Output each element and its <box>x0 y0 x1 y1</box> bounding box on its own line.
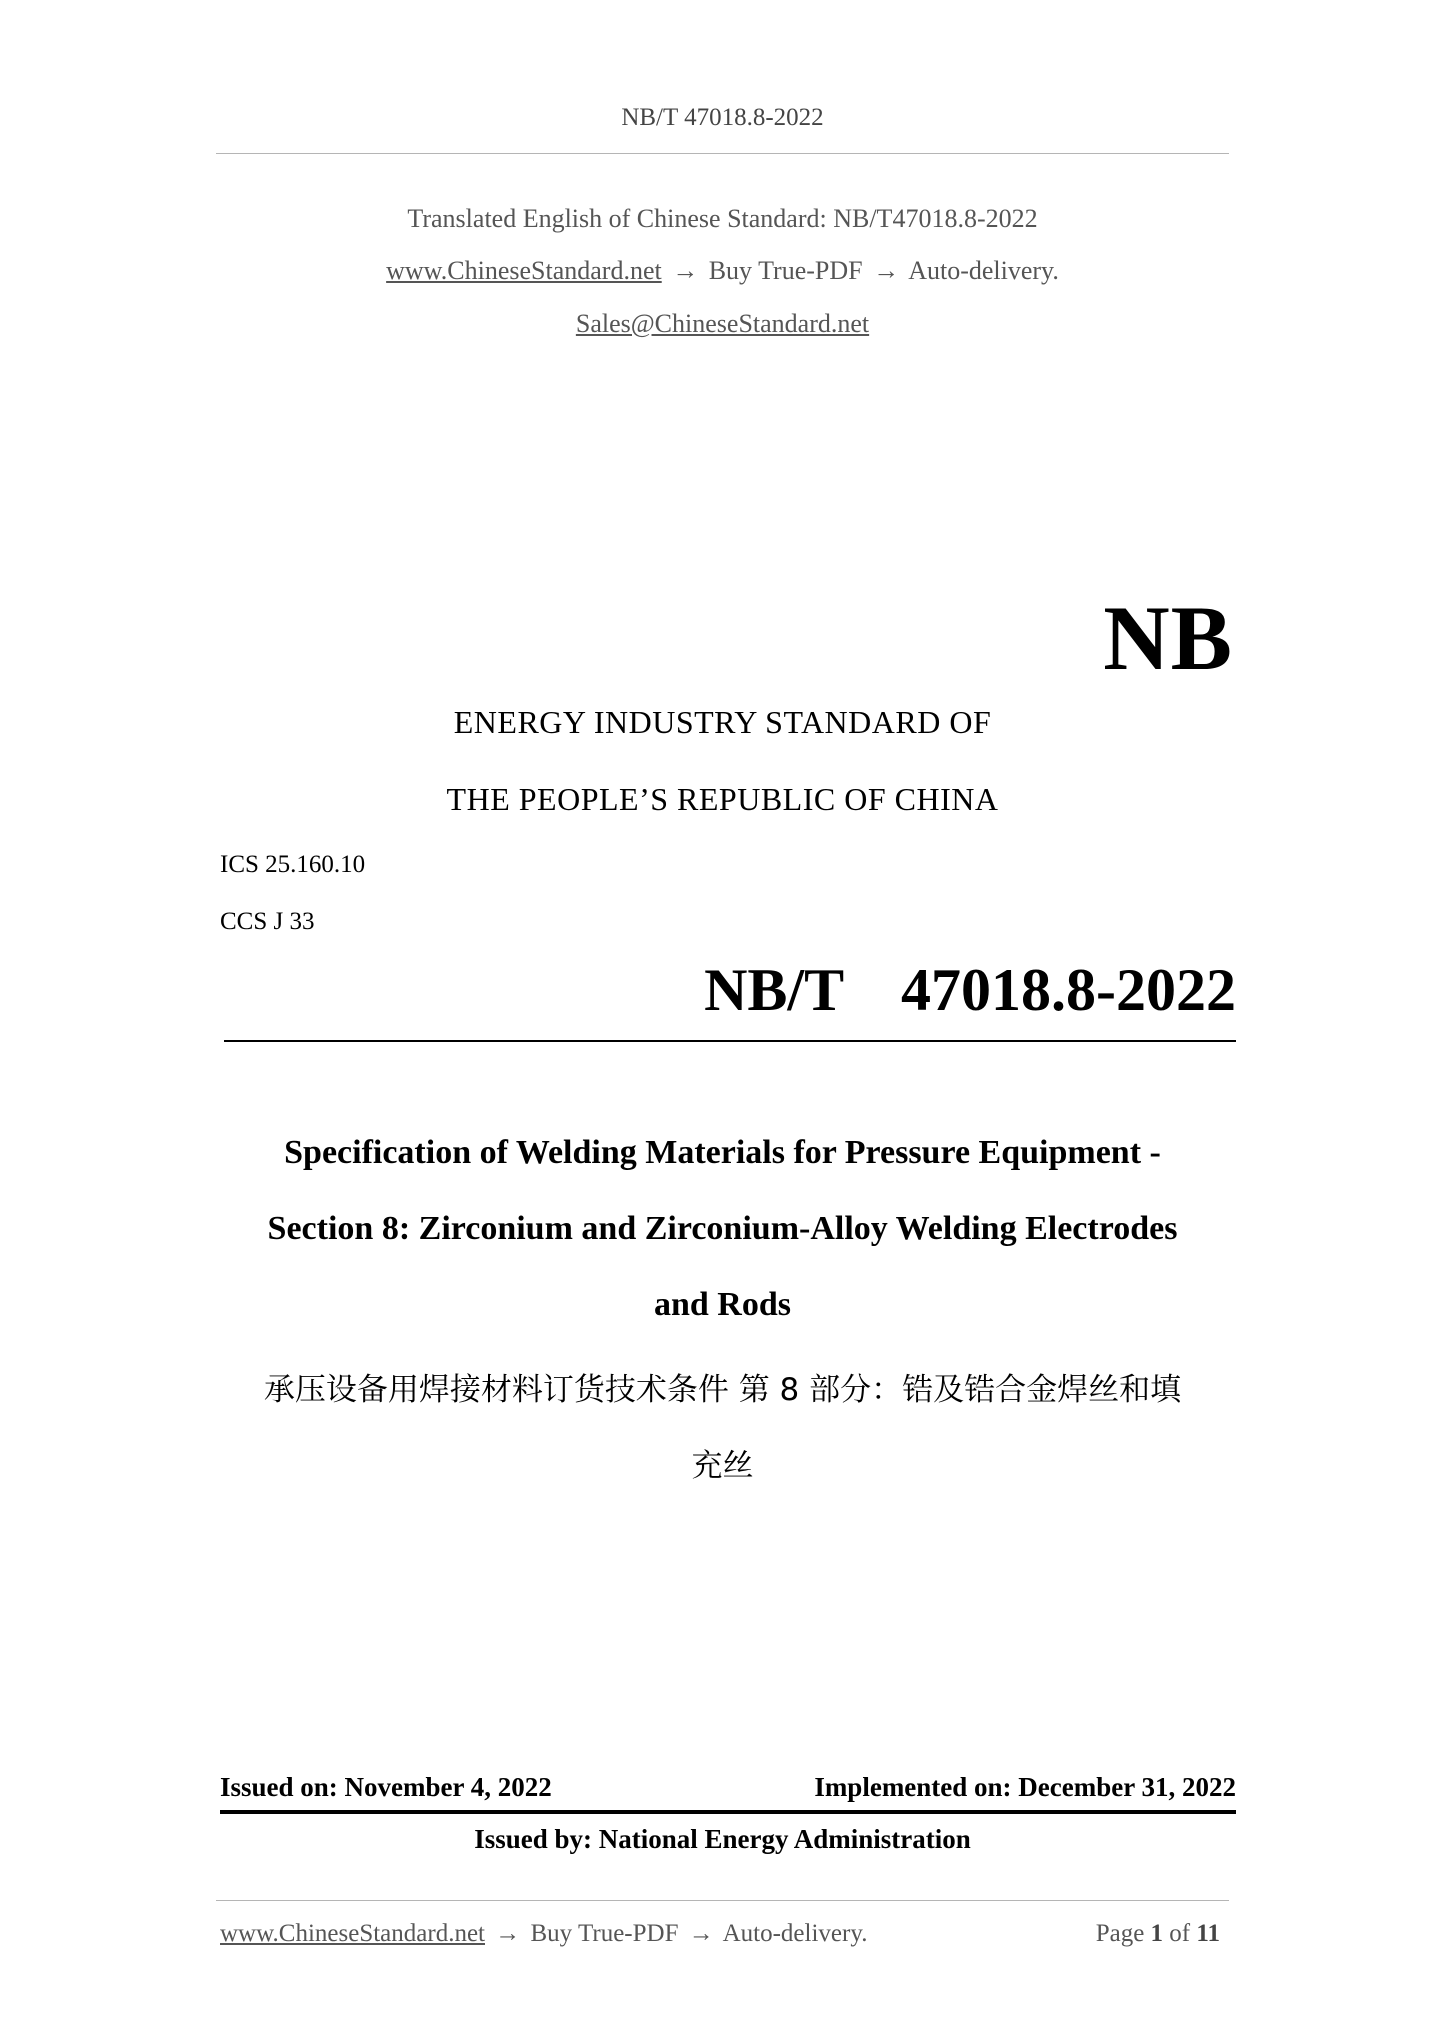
page-of: of <box>1169 1920 1191 1947</box>
delivery-text: Auto-delivery. <box>908 256 1059 285</box>
translated-line: Translated English of Chinese Standard: NB/T47018.8-2022 <box>407 204 1038 233</box>
title-zh-line-1: 承压设备用焊接材料订货技术条件 第 8 部分：锆及锆合金焊丝和填 <box>263 1372 1182 1408</box>
standard-number: NB/T 47018.8-2022 <box>704 957 1236 1023</box>
buy-text: Buy True-PDF <box>708 256 863 285</box>
ccs-code: CCS J 33 <box>220 908 315 935</box>
org-line-2: THE PEOPLE’S REPUBLIC OF CHINA <box>446 781 999 817</box>
running-header: NB/T 47018.8-2022 <box>621 104 824 131</box>
title-en-line-2: Section 8: Zirconium and Zirconium-Alloy Welding Electrodes <box>267 1210 1178 1247</box>
promo-email-line <box>0 309 1445 339</box>
ics-code: ICS 25.160.10 <box>220 851 366 878</box>
title-en-line-3: and Rods <box>653 1286 791 1323</box>
issued-on: Issued on: November 4, 2022 <box>220 1772 552 1802</box>
page-current: 1 <box>1150 1920 1164 1947</box>
right-arrow-icon: → <box>873 256 900 285</box>
org-line-1: ENERGY INDUSTRY STANDARD OF <box>453 704 992 740</box>
page-total: 11 <box>1196 1920 1220 1947</box>
footer-delivery-text: Auto-delivery. <box>722 1920 868 1947</box>
footer-buy-text: Buy True-PDF <box>530 1920 679 1947</box>
page-label: Page <box>1095 1920 1145 1947</box>
footer-site-link[interactable]: www.ChineseStandard.net <box>220 1920 485 1947</box>
title-zh-line-2: 充丝 <box>691 1448 754 1484</box>
right-arrow-icon: → <box>495 1920 521 1947</box>
site-link[interactable]: www.ChineseStandard.net <box>386 256 662 285</box>
right-arrow-icon: → <box>688 1920 714 1947</box>
standard-number-rule <box>224 1040 1236 1042</box>
email-link[interactable]: Sales@ChineseStandard.net <box>575 309 870 338</box>
implemented-on: Implemented on: December 31, 2022 <box>814 1772 1236 1802</box>
title-en-line-1: Specification of Welding Materials for Pressure Equipment - <box>284 1134 1161 1171</box>
header-rule <box>216 153 1229 154</box>
promo-buy-line <box>0 256 1445 286</box>
footer-rule <box>216 1900 1229 1901</box>
right-arrow-icon: → <box>672 256 699 285</box>
nb-logo: NB <box>1103 587 1233 689</box>
dates-rule <box>220 1810 1236 1814</box>
footer-promo <box>220 1920 867 1948</box>
issued-by: Issued by: National Energy Administration <box>474 1824 971 1854</box>
page-indicator <box>1096 1920 1220 1948</box>
